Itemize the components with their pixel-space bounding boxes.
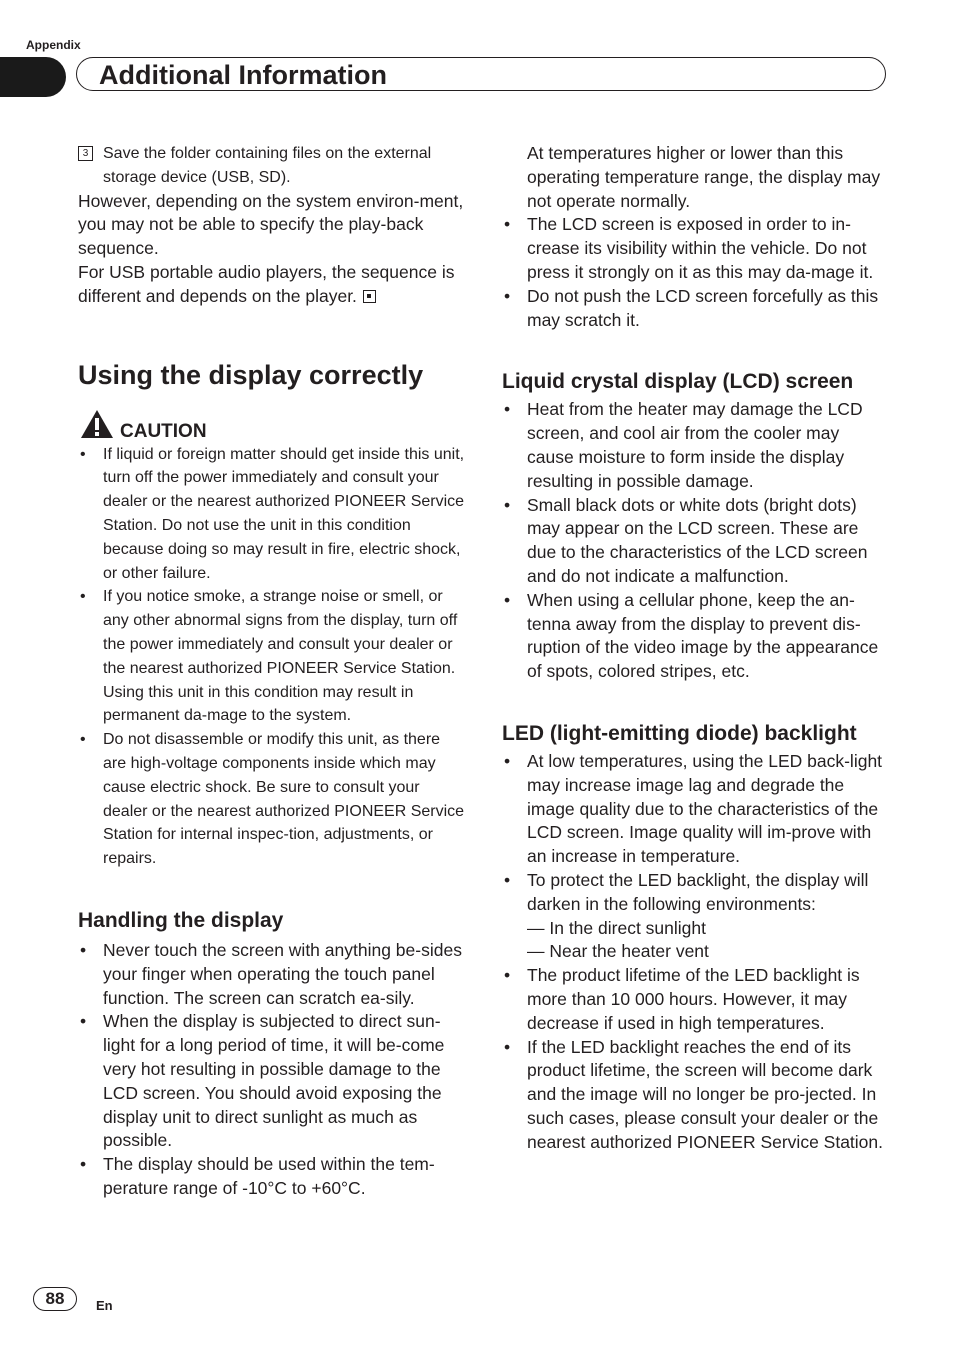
caution-list xyxy=(78,443,466,871)
section-tab-marker xyxy=(0,57,66,97)
subsection-title: Handling the display xyxy=(78,908,284,932)
list-item: • To protect the LED backlight, the display will darken in the following environments: — In the direct sunlight — Near the heater vent xyxy=(502,869,890,964)
list-item: • Small black dots or white dots (bright dots) may appear on the LCD screen. These are due to the characteristics of the LCD screen and do not indicate a malfunction. xyxy=(504,494,868,586)
list-item: • When the display is subjected to direct sun-light for a long period of time, it will be-come very hot resulting in possible damage to the LCD screen. You should avoid exposing the display unit to direct sunlight as much as possible. xyxy=(80,1011,445,1151)
subsection-title: LED (light-emitting diode) backlight xyxy=(502,721,857,745)
list-item: • The product lifetime of the LED backlight is more than 10 000 hours. However, it may decrease if used in high temperatures. xyxy=(504,965,860,1033)
list-item: • If the LED backlight reaches the end of its product lifetime, the screen will become dark and the image will no longer be pro-jected. In such cases, please consult your dealer or the nearest authorized PIONEER Service Station. xyxy=(504,1036,884,1152)
left-column xyxy=(78,142,466,1201)
list-item: • Do not push the LCD screen forcefully as this may scratch it. xyxy=(504,285,879,330)
end-mark-icon xyxy=(363,290,376,303)
list-item: • Heat from the heater may damage the LCD screen, and cool air from the cooler may cause moisture to form inside the display resulting in possible damage. xyxy=(504,399,863,491)
lcd-list xyxy=(502,398,890,684)
list-item: • Do not disassemble or modify this unit, as there are high-voltage components inside which may cause electric shock. Be sure to consult your dealer or the nearest authorized PIONEER Service Station for internal inspec-tion, adjustments, or repairs. xyxy=(80,731,465,868)
chapter-title: Additional Information xyxy=(99,60,387,90)
right-column xyxy=(502,142,890,1154)
list-item: • At low temperatures, using the LED back-light may increase image lag and degrade the image quality due to the characteristics of the LCD screen. Image quality will im-prove with an increase in temperature. xyxy=(504,750,883,867)
subsection-title: Liquid crystal display (LCD) screen xyxy=(502,370,854,394)
sub-item: — In the direct sunlight xyxy=(527,917,706,938)
list-item: • The LCD screen is exposed in order to in-crease its visibility within the vehicle. Do not press it strongly on it as this may da-mage it. xyxy=(504,214,874,282)
handling-list xyxy=(78,939,466,1201)
section-title: Using the display correctly xyxy=(78,359,424,390)
sub-item: — Near the heater vent xyxy=(527,941,709,962)
warning-triangle-icon xyxy=(80,409,114,439)
paragraph: For USB portable audio players, the sequence is different and depends on the player. xyxy=(78,261,455,306)
list-item: • If you notice smoke, a strange noise or smell, or any other abnormal signs from the display, turn off the power immediately and consult your dealer or the nearest authorized PIONEER Service Station. Using this unit in this condition may result in permanent da-mage to the system. xyxy=(80,588,458,725)
list-item: • When using a cellular phone, keep the an-tenna away from the display to prevent dis-ruption of the video image by the appearance of spots, colored stripes, etc. xyxy=(504,589,879,682)
list-item: • Never touch the screen with anything be-sides your finger when operating the touch panel function. The screen can scratch ea-sily. xyxy=(80,939,462,1008)
section-label: Appendix xyxy=(26,38,81,52)
led-list xyxy=(502,750,890,1155)
step-text: Save the folder containing files on the external storage device (USB, SD). xyxy=(103,145,432,186)
list-item: • If liquid or foreign matter should get inside this unit, turn off the power immediately and consult your dealer or the nearest authorized PIONEER Service Station. Do not use the unit in this condition because doing so may result in fire, electric shock, or other failure. xyxy=(80,445,465,582)
page-number: 88 xyxy=(33,1287,77,1311)
caution-heading xyxy=(78,409,466,443)
chapter-header xyxy=(76,57,886,91)
step-number: 3 xyxy=(78,146,93,161)
list-item: • The display should be used within the tem-perature range of -10°C to +60°C. xyxy=(80,1154,435,1198)
caution-label: CAUTION xyxy=(120,420,207,442)
language-code: En xyxy=(96,1298,113,1313)
display-list xyxy=(502,213,890,332)
paragraph: However, depending on the system environ-ment, you may not be able to specify the play-back sequence. xyxy=(78,190,464,259)
step-item xyxy=(78,142,466,190)
paragraph: At temperatures higher or lower than this operating temperature range, the display may not operate normally. xyxy=(527,143,881,211)
